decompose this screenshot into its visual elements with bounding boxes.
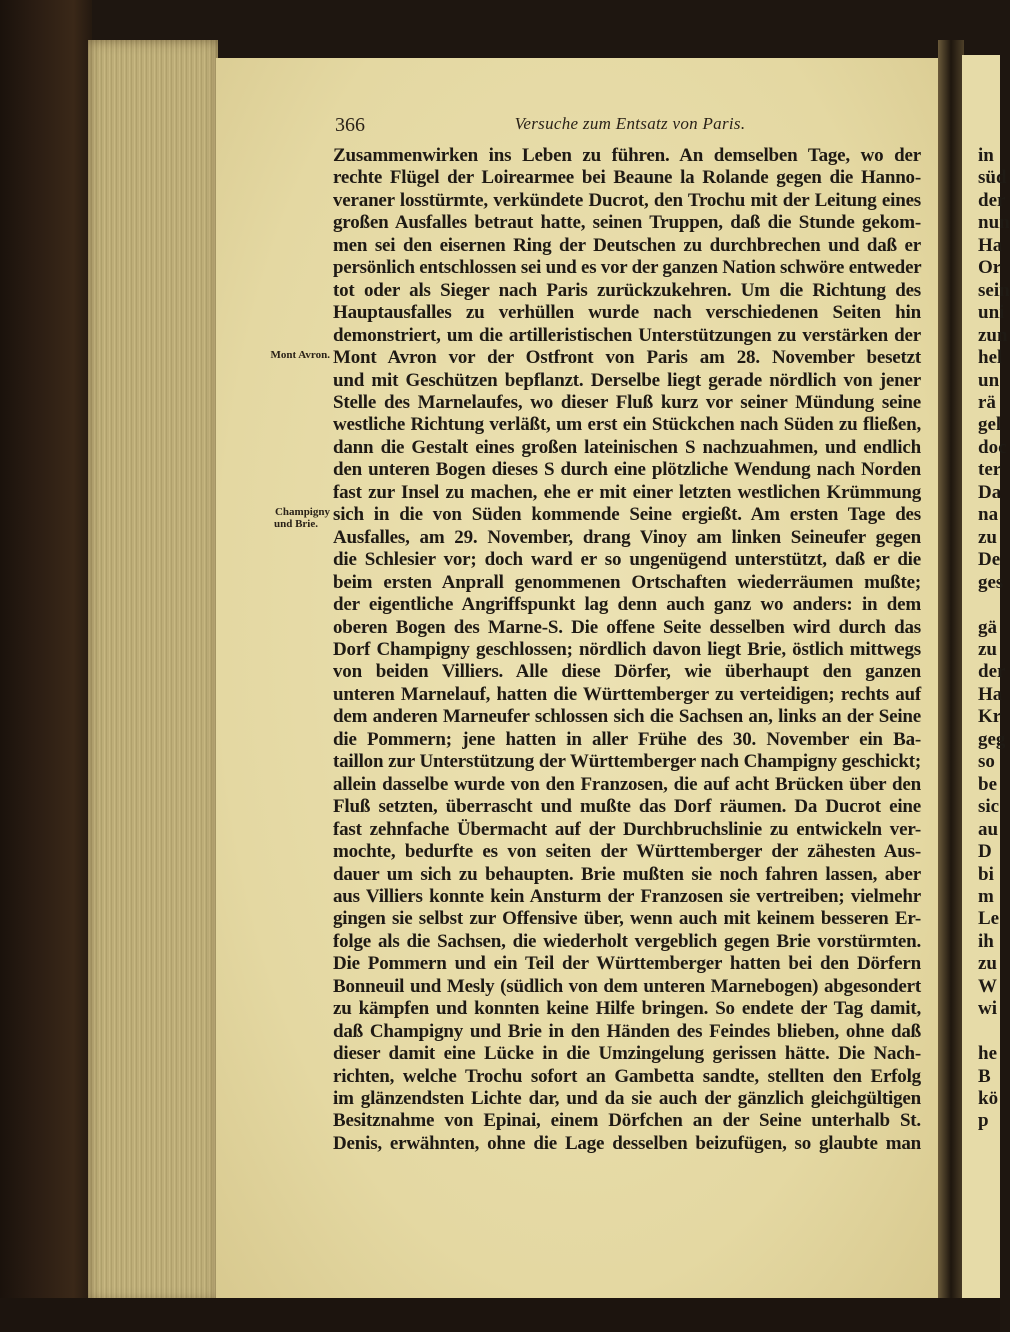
text-line: Fluß setzten, überrascht und mußte das Dorf räumen. Da Ducrot eine <box>333 796 921 818</box>
text-line: und mit Geschützen bepflanzt. Derselbe liegt gerade nördlich von jener <box>333 369 921 391</box>
right-page-fragment: ges <box>978 571 1004 593</box>
right-page <box>962 55 1010 1305</box>
text-line: Zusammenwirken ins Leben zu führen. An demselben Tage, wo der <box>333 145 921 166</box>
text-line: Bonneuil und Mesly (südlich von dem unteren Marnebogen) abgesondert <box>333 975 921 997</box>
right-page-fragment: m <box>978 885 994 907</box>
text-line: Denis, erwähnten, ohne die Lage desselben beizufügen, so glaubte man <box>333 1132 921 1154</box>
text-line: folge als die Sachsen, die wiederholt vergeblich gegen Brie vorstürmten. <box>333 930 921 952</box>
right-page-fragment: Le <box>978 908 1000 930</box>
text-line: men sei den eisernen Ring der Deutschen zu durchbrechen und daß er <box>333 234 921 256</box>
right-page-fragment: sic <box>978 796 1000 818</box>
right-page-fragment: kö <box>978 1088 999 1110</box>
margin-note-brie: und Brie. <box>273 518 318 530</box>
book-cover <box>0 0 92 1332</box>
text-line: dem anderen Marneufer schlossen sich die Sachsen an, links an der Seine <box>333 706 921 728</box>
text-line: fast zur Insel zu machen, ehe er mit einer letzten westlichen Krümmung <box>333 481 921 503</box>
right-page-fragment: ter <box>978 459 1002 481</box>
right-page-fragment: rä <box>978 391 996 413</box>
right-page-fragment: zu <box>978 526 997 548</box>
right-page-fragment: der <box>978 189 1006 211</box>
text-line: zu kämpfen und konnten keine Hilfe bringen. So endete der Tag damit, <box>333 998 921 1020</box>
page-number: 366 <box>335 114 365 136</box>
right-page-fragment: süd <box>978 167 1007 189</box>
right-page-fragment: bi <box>978 863 994 885</box>
text-line: oberen Bogen des Marne-S. Die offene Seite desselben wird durch das <box>333 616 921 638</box>
text-line: westliche Richtung verläßt, um erst ein Stückchen nach Süden zu fließen, <box>333 414 921 436</box>
right-page-fragment: he <box>978 1043 997 1065</box>
text-line: der eigentliche Angriffspunkt lag denn auch ganz wo anders: in dem <box>333 594 921 616</box>
right-page-fragment: der <box>978 661 1006 683</box>
right-page-fragment: Ha <box>978 234 1003 256</box>
right-page-fragment: Da <box>978 481 1002 503</box>
body-text <box>333 145 921 1155</box>
text-line: taillon zur Unterstützung der Württemberger nach Champigny geschickt; <box>333 751 921 773</box>
right-page-fragment <box>962 594 1000 616</box>
right-page-fragment: Ha <box>978 683 1003 705</box>
text-line: im glänzendsten Lichte dar, und da sie auch der gänzlich gleichgültigen <box>333 1088 921 1110</box>
text-line: gingen sie selbst zur Offensive über, wenn auch mit keinem besseren Er- <box>333 908 921 930</box>
right-page-fragment: W <box>978 975 997 997</box>
right-page-fragment: doc <box>978 436 1007 458</box>
book-gutter <box>938 40 964 1320</box>
right-page-fragment: gel <box>978 414 1002 436</box>
text-line: rechte Flügel der Loirearmee bei Beaune la Rolande gegen die Hanno- <box>333 167 921 189</box>
right-page-fragment: nun <box>978 212 1010 234</box>
text-line: tot oder als Sieger nach Paris zurückzukehren. Um die Richtung des <box>333 279 921 301</box>
right-page-fragment: De <box>978 549 1001 571</box>
right-page-fragment: p <box>978 1110 989 1132</box>
right-page-fragment <box>962 1021 1000 1043</box>
right-page-fragment: D <box>978 841 992 863</box>
text-line: aus Villiers konnte kein Ansturm der Franzosen sie vertreiben; vielmehr <box>333 885 921 907</box>
text-line: Die Pommern und ein Teil der Württemberger hatten bei den Dörfern <box>333 953 921 975</box>
right-page-fragment: in <box>978 145 994 166</box>
right-page-fragment: Or <box>978 257 1002 279</box>
text-line: allein dasselbe wurde von den Franzosen, die auf acht Brücken über den <box>333 773 921 795</box>
text-line: Hauptausfalles zu verhüllen wurde nach verschiedenen Seiten hin <box>333 302 921 324</box>
right-page-fragment: hel <box>978 347 1003 369</box>
right-page-fragment: gä <box>978 616 997 638</box>
right-page-fragment: zun <box>978 324 1008 346</box>
text-line: Stelle des Marnelaufes, wo dieser Fluß kurz vor seiner Mündung seine <box>333 391 921 413</box>
right-page-fragment: uni <box>978 302 1005 324</box>
right-page-fragment: au <box>978 818 999 840</box>
background-bottom <box>0 1298 1000 1332</box>
text-line: sich in die von Süden kommende Seine ergießt. Am ersten Tage des <box>333 504 921 526</box>
text-line: mochte, bedurfte es von seiten der Württemberger der zähesten Aus- <box>333 841 921 863</box>
text-line: beim ersten Anprall genommenen Ortschaften wiederräumen mußte; <box>333 571 921 593</box>
right-page-fragment: zu <box>978 953 997 975</box>
right-page-fragment: wi <box>978 998 997 1020</box>
text-line: dann die Gestalt eines großen lateinischen S nachzuahmen, und endlich <box>333 436 921 458</box>
text-line: daß Champigny und Brie in den Händen des Feindes blieben, ohne daß <box>333 1020 921 1042</box>
text-line: Besitznahme von Epinai, einem Dörfchen an der Seine unterhalb St. <box>333 1110 921 1132</box>
text-line: demonstriert, um die artilleristischen Unterstützungen zu verstärken der <box>333 324 921 346</box>
right-page-fragment: un <box>978 369 1000 391</box>
text-line: fast zehnfache Übermacht auf der Durchbruchslinie zu entwickeln ver- <box>333 818 921 840</box>
text-line: dauer um sich zu behaupten. Brie mußten sie noch fahren lassen, aber <box>333 863 921 885</box>
right-page-fragment: geg <box>978 728 1006 750</box>
margin-note-champigny: Champigny <box>274 506 330 518</box>
right-page-fragment: na <box>978 504 999 526</box>
text-line: richten, welche Trochu sofort an Gambetta sandte, stellten den Erfolg <box>333 1065 921 1087</box>
text-line: Mont Avron vor der Ostfront von Paris am 28. November besetzt <box>333 347 921 369</box>
right-page-fragment: ih <box>978 930 994 952</box>
text-line: persönlich entschlossen sei und es vor der ganzen Nation schwöre entweder <box>333 257 922 279</box>
text-line: dieser damit eine Lücke in die Umzingelung gerissen hätte. Die Nach- <box>333 1043 921 1065</box>
right-page-fragment: Kr <box>978 706 1002 728</box>
text-line: die Pommern; jene hatten in aller Frühe des 30. November ein Ba- <box>333 728 921 750</box>
text-line: veraner losstürmte, verkündete Ducrot, den Trochu mit der Leitung eines <box>333 189 921 211</box>
page-edges <box>88 40 218 1302</box>
text-line: Dorf Champigny geschlossen; nördlich davon liegt Brie, östlich mittwegs <box>333 638 921 660</box>
right-page-fragment: zu <box>978 638 997 660</box>
running-title: Versuche zum Entsatz von Paris. <box>514 114 746 133</box>
margin-note-mont-avron: Mont Avron. <box>270 349 330 361</box>
right-page-fragment: B <box>978 1065 991 1087</box>
right-page-fragment: sein <box>978 279 1010 301</box>
text-line: großen Ausfalles betraut hatte, seinen Truppen, daß die Stunde gekom- <box>333 212 921 234</box>
text-line: unteren Marnelauf, hatten die Württemberger zu verteidigen; rechts auf <box>333 683 921 705</box>
right-page-fragment: be <box>978 773 997 795</box>
text-line: den unteren Bogen dieses S durch eine plötzliche Wendung nach Norden <box>333 459 921 481</box>
text-line: Ausfalles, am 29. November, drang Vinoy am linken Seineufer gegen <box>333 526 921 548</box>
text-line: die Schlesier vor; doch ward er so ungenügend unterstützt, daß er die <box>333 549 921 571</box>
right-page-fragment: so <box>978 751 995 773</box>
text-line: von beiden Villiers. Alle diese Dörfer, wie überhaupt den ganzen <box>333 661 921 683</box>
